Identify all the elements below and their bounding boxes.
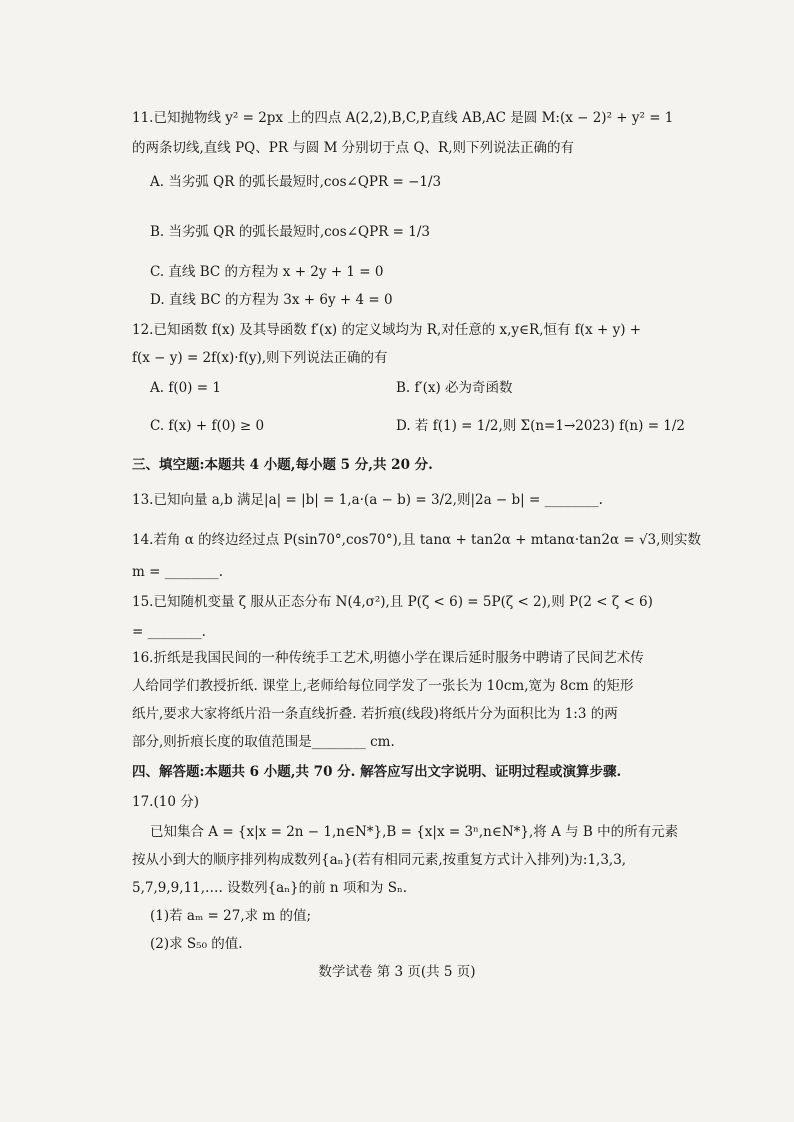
q17-part2: (2)求 S₅₀ 的值. (150, 936, 243, 952)
q17-part1: (1)若 aₘ = 27,求 m 的值; (150, 908, 312, 924)
q12-line1: 12.已知函数 f(x) 及其导函数 f′(x) 的定义域均为 R,对任意的 x,y∈R,恒有 f(x + y) + (132, 322, 642, 338)
q12-option-b: B. f′(x) 必为奇函数 (396, 380, 513, 396)
q11-option-a: A. 当劣弧 QR 的弧长最短时,cos∠QPR = −1/3 (150, 174, 442, 190)
page-footer: 数学试卷 第 3 页(共 5 页) (318, 964, 476, 980)
section4-heading: 四、解答题:本题共 6 小题,共 70 分. 解答应写出文字说明、证明过程或演算步骤. (132, 764, 622, 780)
q17-line2: 按从小到大的顺序排列构成数列{aₙ}(若有相同元素,按重复方式计入排列)为:1,3,3, (132, 852, 627, 868)
q17-line1: 已知集合 A = {x|x = 2n − 1,n∈N*},B = {x|x = 3ⁿ,n∈N*},将 A 与 B 中的所有元素 (150, 824, 679, 840)
q16-line1: 16.折纸是我国民间的一种传统手工艺术,明德小学在课后延时服务中聘请了民间艺术传 (132, 650, 644, 666)
q16-line2: 人给同学们教授折纸. 课堂上,老师给每位同学发了一张长为 10cm,宽为 8cm 的矩形 (132, 678, 634, 694)
q17-heading: 17.(10 分) (132, 794, 199, 810)
q11-line2: 的两条切线,直线 PQ、PR 与圆 M 分别切于点 Q、R,则下列说法正确的有 (132, 140, 574, 156)
q15-line1: 15.已知随机变量 ζ 服从正态分布 N(4,σ²),且 P(ζ < 6) = 5P(ζ < 2),则 P(2 < ζ < 6) (132, 594, 653, 610)
q11-line1: 11.已知抛物线 y² = 2px 上的四点 A(2,2),B,C,P,直线 AB,AC 是圆 M:(x − 2)² + y² = 1 (132, 110, 674, 126)
q16-line3: 纸片,要求大家将纸片沿一条直线折叠. 若折痕(线段)将纸片分为面积比为 1:3 的两 (132, 706, 618, 722)
q12-option-d: D. 若 f(1) = 1/2,则 Σ(n=1→2023) f(n) = 1/2 (396, 418, 686, 434)
q14-line2: m = ________. (132, 564, 223, 580)
q11-option-b: B. 当劣弧 QR 的弧长最短时,cos∠QPR = 1/3 (150, 224, 430, 240)
q11-option-d: D. 直线 BC 的方程为 3x + 6y + 4 = 0 (150, 292, 393, 308)
q13: 13.已知向量 a,b 满足|a| = |b| = 1,a·(a − b) = 3/2,则|2a − b| = ________. (132, 492, 603, 508)
q12-line2: f(x − y) = 2f(x)·f(y),则下列说法正确的有 (132, 350, 388, 366)
q15-line2: = ________. (132, 624, 206, 640)
q14-line1: 14.若角 α 的终边经过点 P(sin70°,cos70°),且 tanα + tan2α + mtanα·tan2α = √3,则实数 (132, 532, 701, 548)
q12-option-c: C. f(x) + f(0) ≥ 0 (150, 418, 265, 434)
q12-option-a: A. f(0) = 1 (150, 380, 221, 396)
q11-option-c: C. 直线 BC 的方程为 x + 2y + 1 = 0 (150, 264, 384, 280)
q16-line4: 部分,则折痕长度的取值范围是________ cm. (132, 734, 395, 750)
section3-heading: 三、填空题:本题共 4 小题,每小题 5 分,共 20 分. (132, 457, 433, 473)
q17-line3: 5,7,9,9,11,…. 设数列{aₙ}的前 n 项和为 Sₙ. (132, 880, 408, 896)
